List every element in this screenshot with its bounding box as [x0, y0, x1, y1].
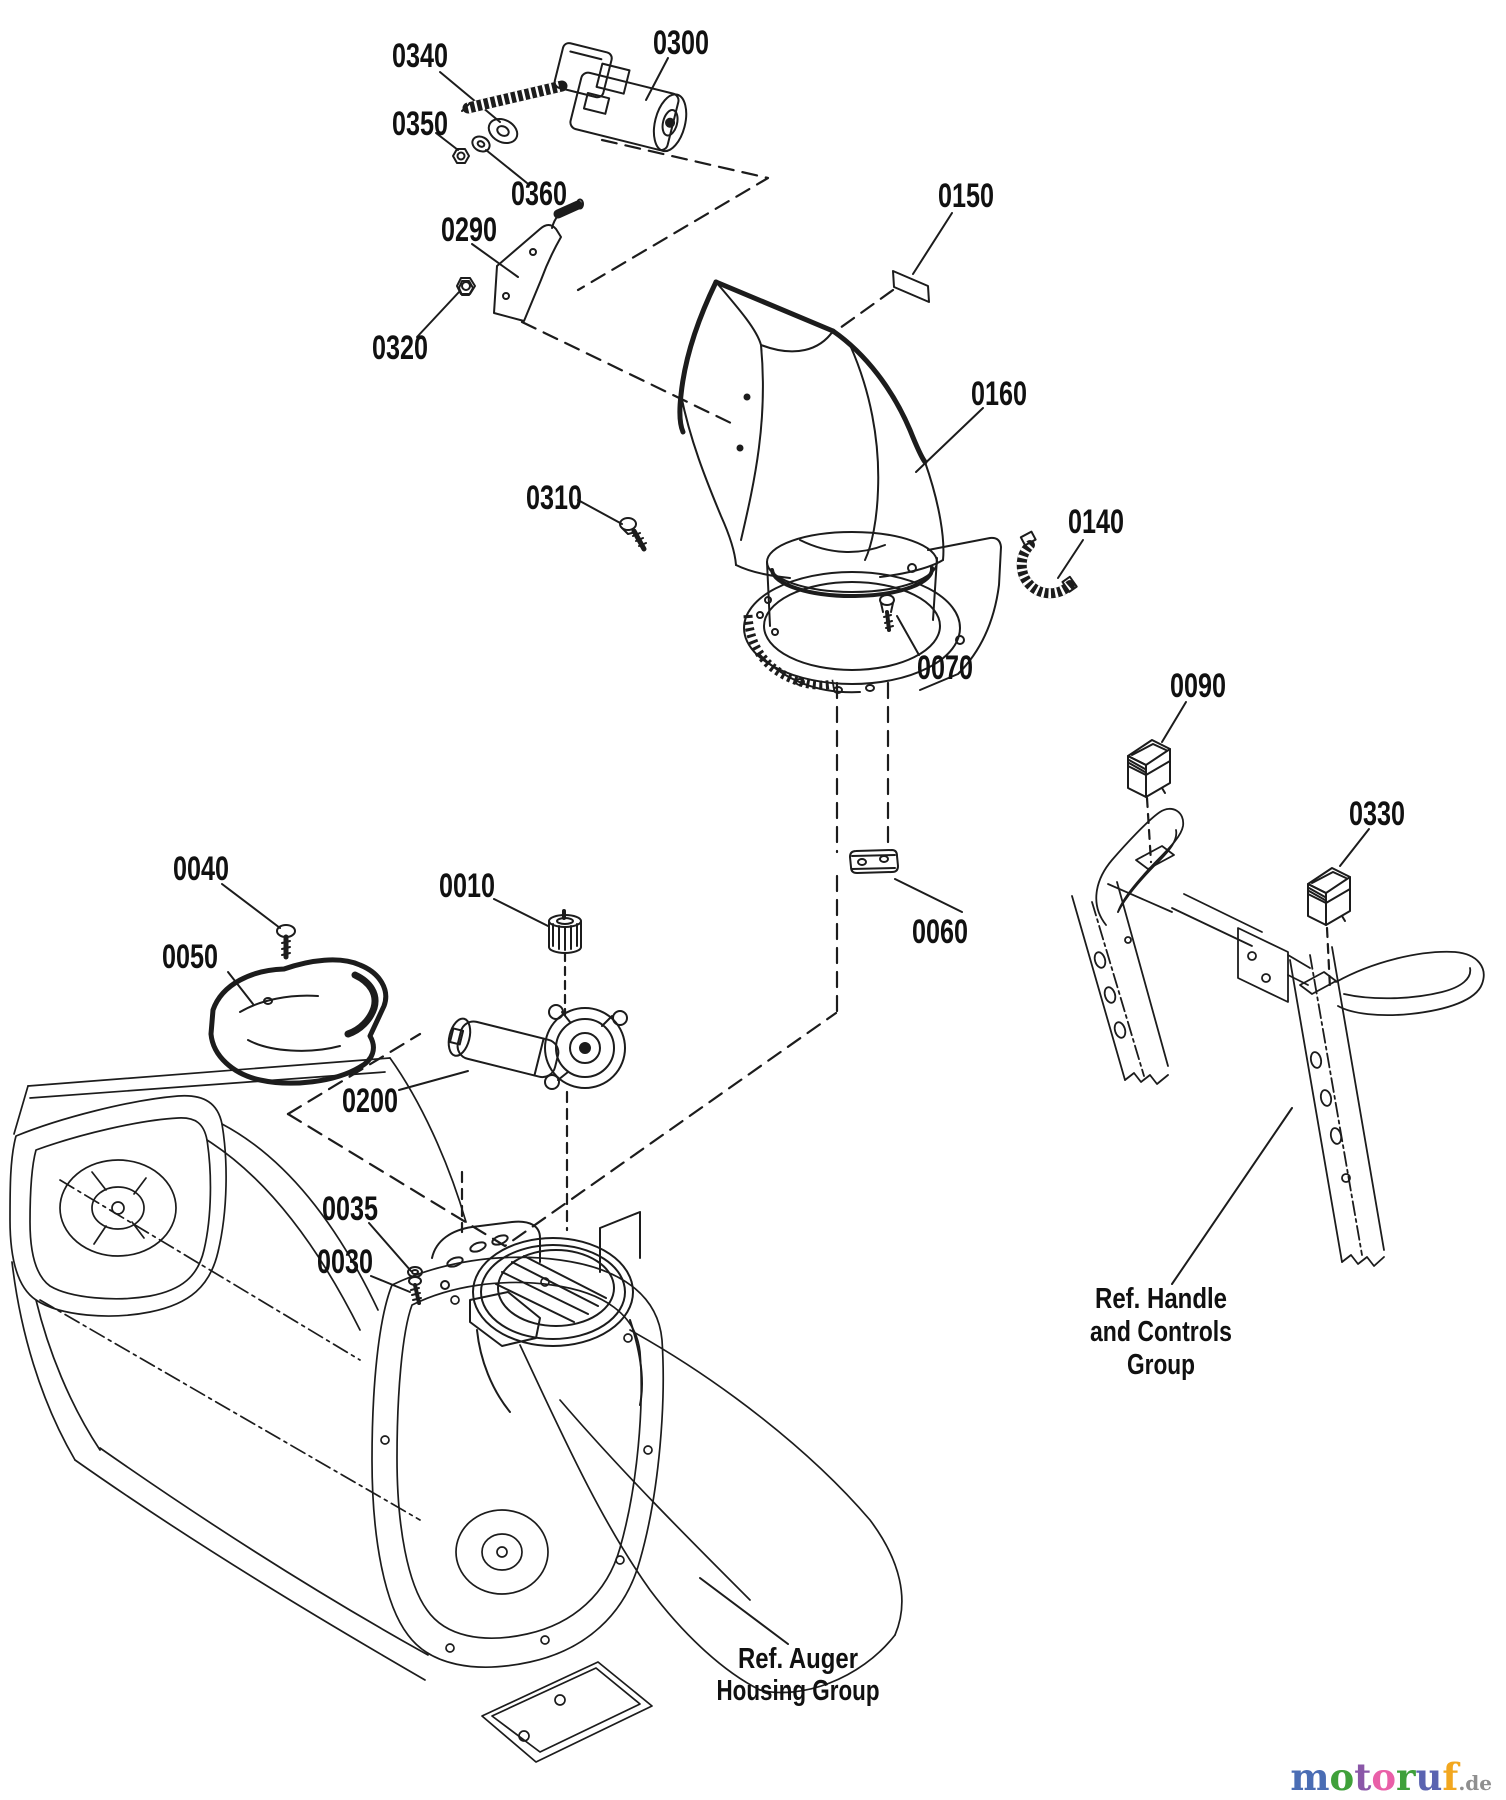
callout-0030: 0030 [317, 1243, 373, 1281]
callout-0330: 0330 [1349, 795, 1405, 833]
callout-0150: 0150 [938, 177, 994, 215]
callout-0050: 0050 [162, 938, 218, 976]
callout-0060: 0060 [912, 913, 968, 951]
callout-0035: 0035 [322, 1190, 378, 1228]
callout-0090: 0090 [1170, 667, 1226, 705]
callout-0010: 0010 [439, 867, 495, 905]
handle-ref-line3: Group [1127, 1349, 1195, 1381]
callout-0320: 0320 [372, 329, 428, 367]
handle-ref-line1: Ref. Handle [1095, 1283, 1227, 1315]
callout-0290: 0290 [441, 211, 497, 249]
callout-0160: 0160 [971, 375, 1027, 413]
callout-0040: 0040 [173, 850, 229, 888]
auger-ref-line2: Housing Group [716, 1675, 880, 1707]
motoruf-watermark-logo: motoruf.de [1290, 1755, 1492, 1799]
handle-ref-line2: and Controls [1090, 1316, 1232, 1348]
callout-0070: 0070 [917, 649, 973, 687]
callout-0310: 0310 [526, 479, 582, 517]
callout-0340: 0340 [392, 37, 448, 75]
callout-0140: 0140 [1068, 503, 1124, 541]
callout-0200: 0200 [342, 1082, 398, 1120]
callout-0360: 0360 [511, 175, 567, 213]
callout-0350: 0350 [392, 105, 448, 143]
auger-ref-line1: Ref. Auger [738, 1643, 858, 1675]
callout-0300: 0300 [653, 24, 709, 62]
